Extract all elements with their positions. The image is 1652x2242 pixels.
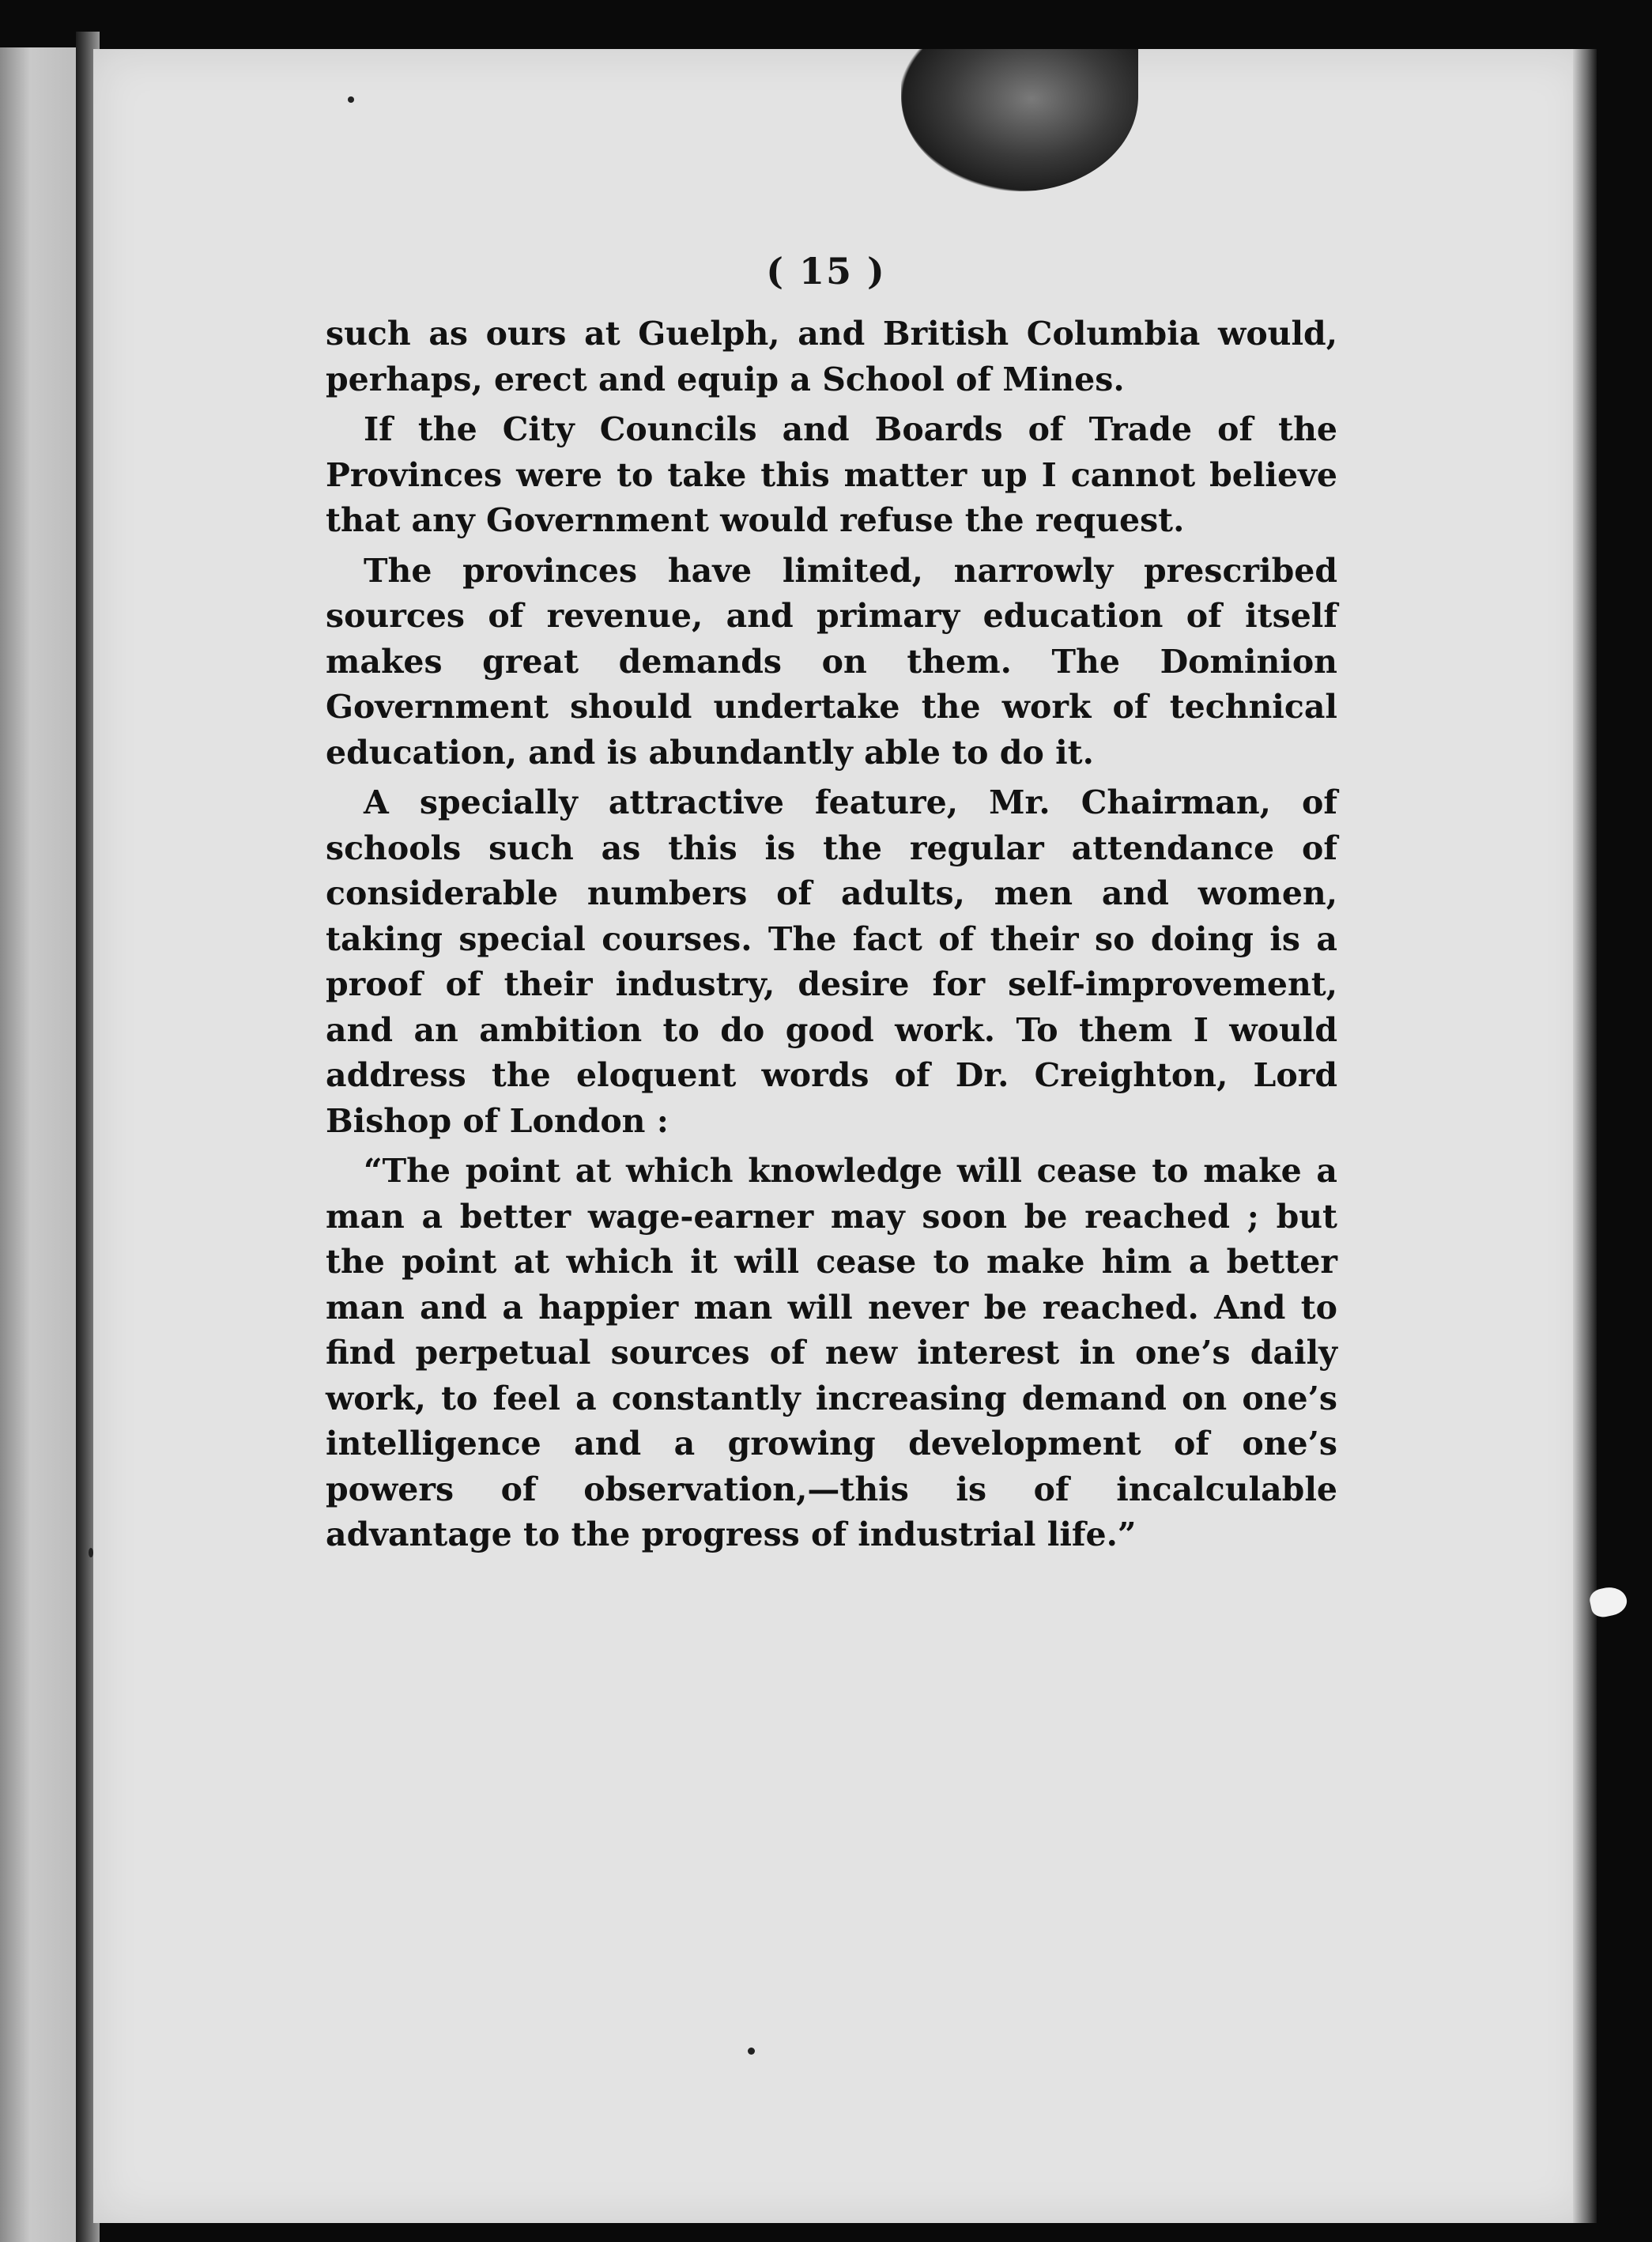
quotation-paragraph: “The point at which knowledge will cease to make a man a better wage-earner may soon be reached ; but the point at which it will cease to make him a better man and a happier man will never be reached. And to find perpetual sources of new interest in one’s daily work, to feel a constantly increasing demand on one’s intelligence and a growing development of one’s powers of observation,—this is of incalculable advantage to the progress of industrial life.” [326, 1152, 1337, 1553]
paragraph: The provinces have limited, narrowly prescribed sources of revenue, and primary education of itself makes great demands on them. The Dominion Government should undertake the work of technical education, and is abundantly able to do it. [326, 551, 1337, 772]
page-edge-shadow [1573, 49, 1597, 2223]
paragraph: such as ours at Guelph, and British Columbia would, perhaps, erect and equip a School of Mines. [326, 315, 1337, 398]
page-number: ( 15 ) [766, 250, 886, 293]
body-text [326, 311, 1337, 1558]
facing-page-edge [0, 47, 76, 2242]
dust-speck [348, 96, 354, 103]
dust-speck [89, 1548, 93, 1557]
paragraph: A specially attractive feature, Mr. Chairman, of schools such as this is the regular attendance of considerable numbers of adults, men and women, taking special courses. The fact of their so doing is a proof of their industry, desire for self-improvement, and an ambition to do good work. To them I would address the eloquent words of Dr. Creighton, Lord Bishop of London : [326, 783, 1337, 1140]
paragraph: If the City Councils and Boards of Trade of the Provinces were to take this matter up I cannot believe that any Government would refuse the request. [326, 410, 1337, 539]
dust-speck [748, 2048, 755, 2055]
